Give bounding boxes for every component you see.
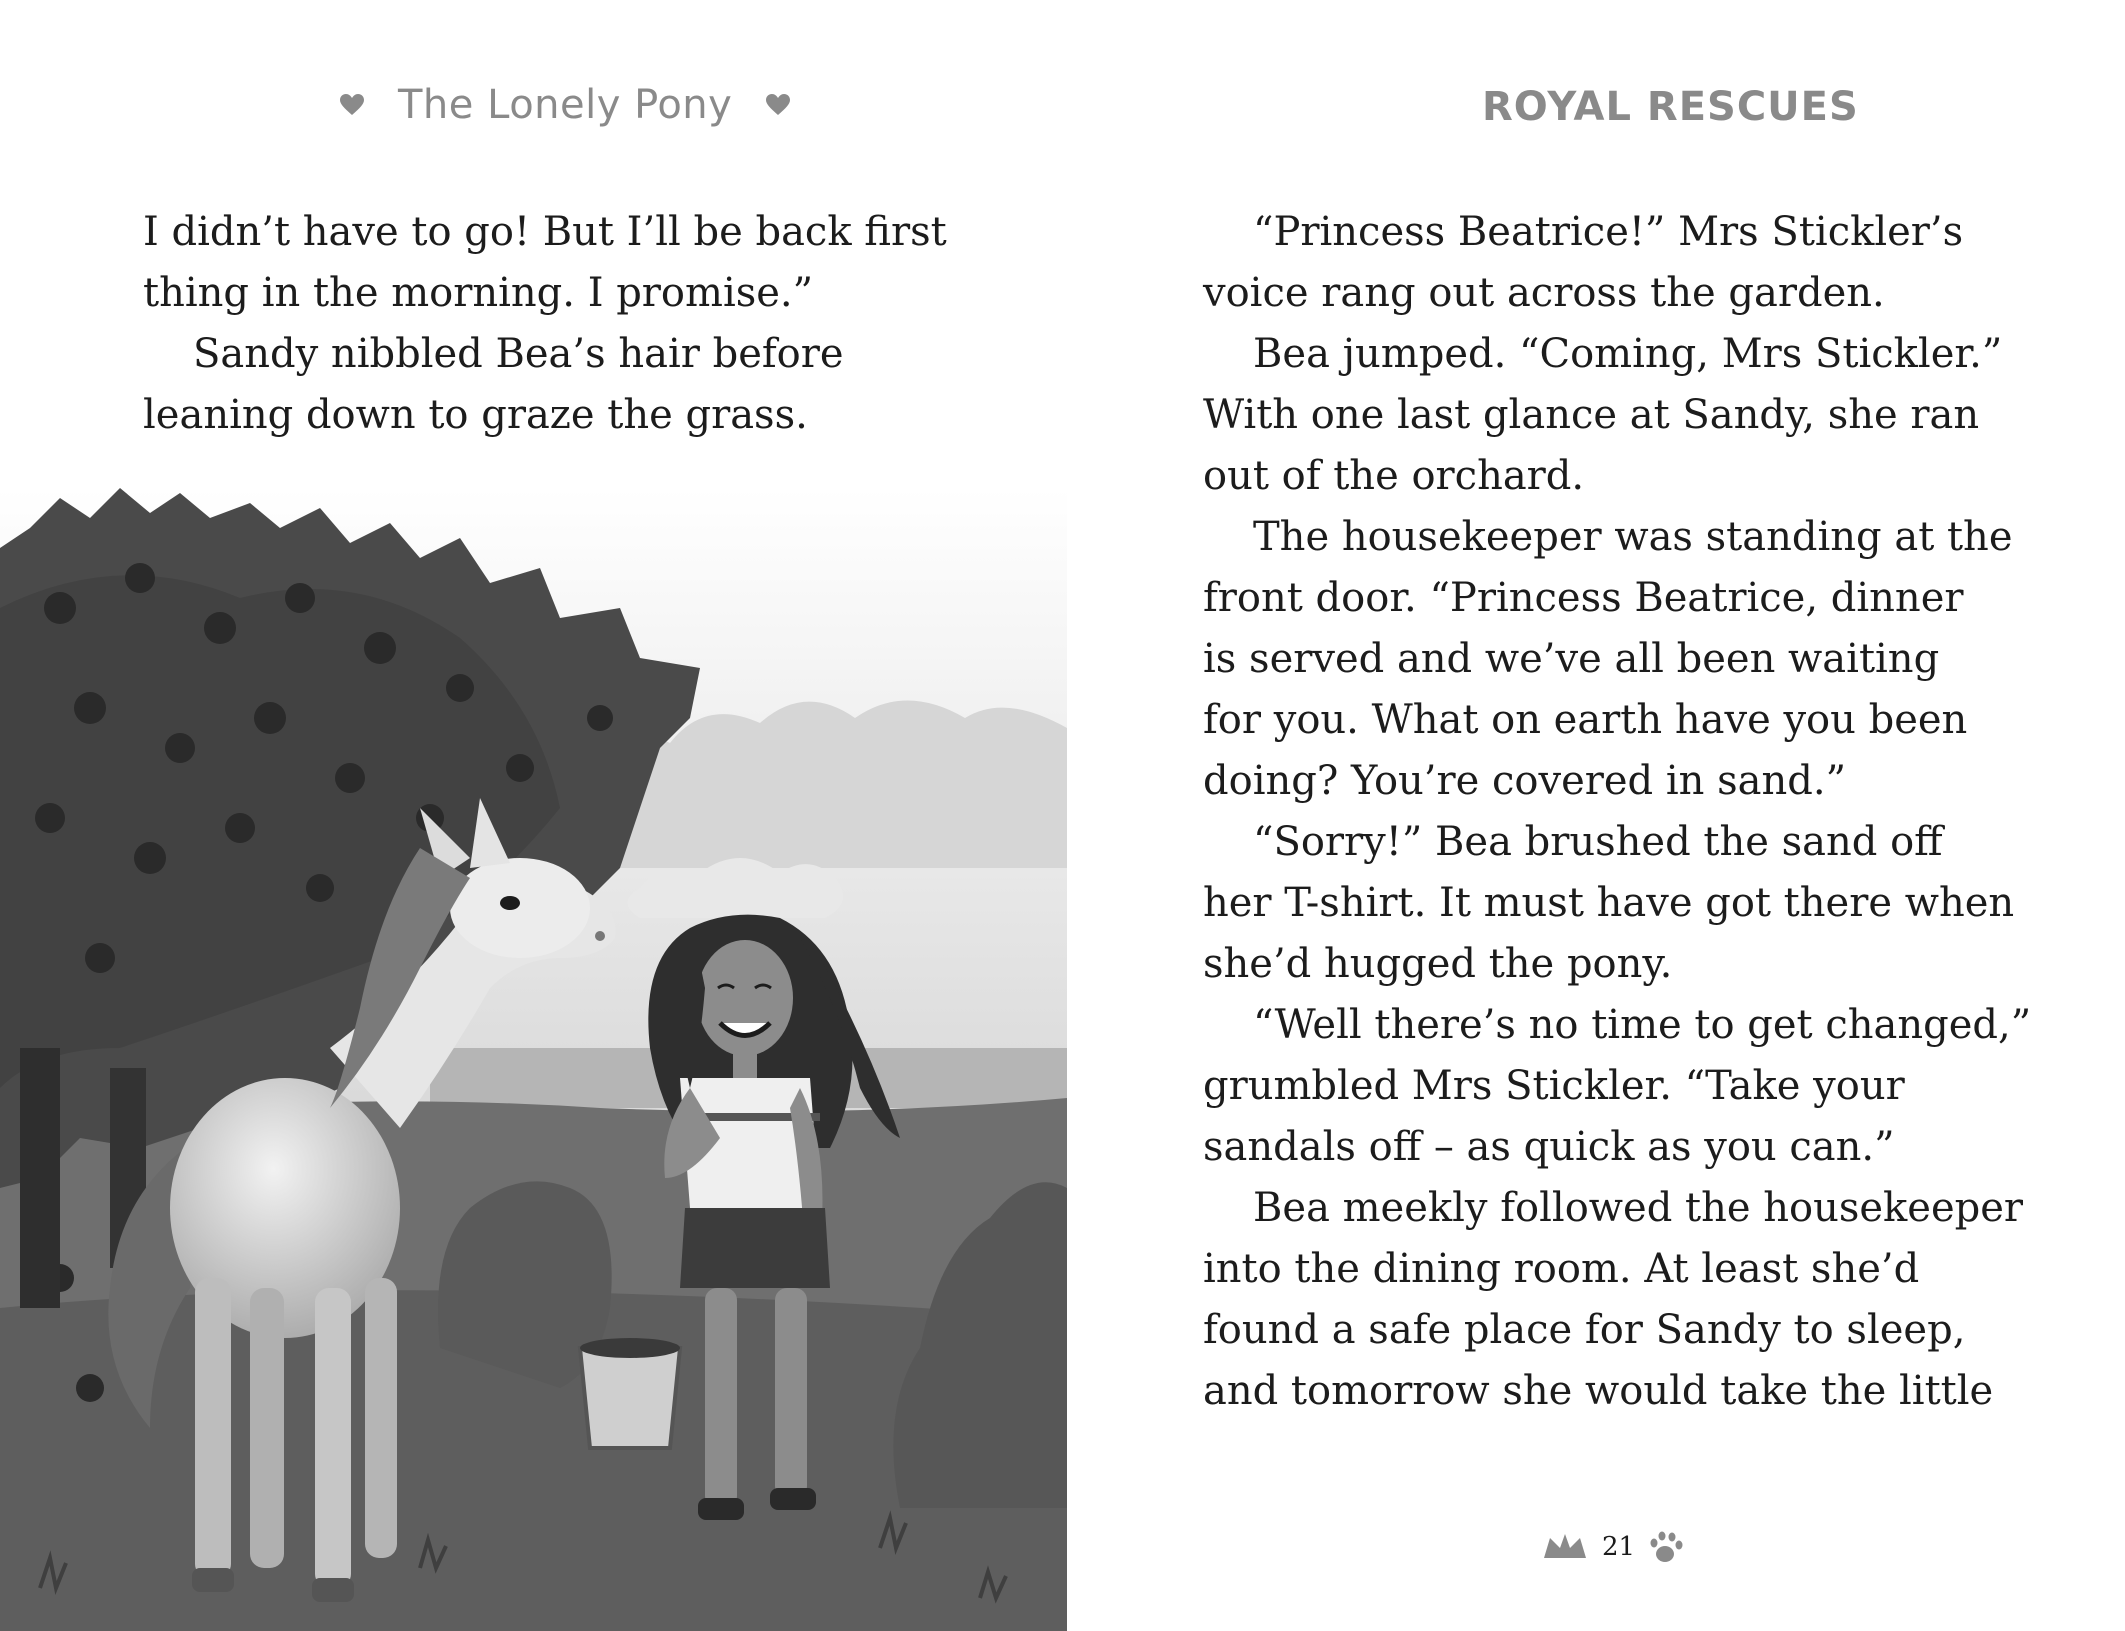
text-line: Bea meekly followed the housekeeper (1253, 1185, 2024, 1231)
text-line: voice rang out across the garden. (1203, 270, 1885, 316)
text-line: she’d hugged the pony. (1203, 941, 1673, 987)
left-body-text (143, 202, 947, 446)
text-line: out of the orchard. (1203, 453, 1585, 499)
text-line: for you. What on earth have you been (1203, 697, 1968, 743)
text-line: thing in the morning. I promise.” (143, 270, 814, 316)
text-line: found a safe place for Sandy to sleep, (1203, 1307, 1966, 1353)
heart-icon (766, 94, 790, 116)
text-line: With one last glance at Sandy, she ran (1203, 392, 1980, 438)
text-line: her T-shirt. It must have got there when (1203, 880, 2015, 926)
text-line: The housekeeper was standing at the (1253, 514, 2013, 560)
text-line: Sandy nibbled Bea’s hair before (193, 331, 844, 377)
right-body-text (1203, 202, 2031, 1422)
paw-print-icon (1649, 1530, 1685, 1564)
text-line: leaning down to graze the grass. (143, 392, 808, 438)
text-line: front door. “Princess Beatrice, dinner (1203, 575, 1964, 621)
story-illustration (0, 488, 1067, 1631)
text-line: and tomorrow she would take the little (1203, 1368, 1994, 1414)
crown-icon (1542, 1532, 1588, 1562)
text-line: grumbled Mrs Stickler. “Take your (1203, 1063, 1905, 1109)
bucket (580, 1338, 680, 1448)
running-head-left (340, 82, 790, 128)
text-line: into the dining room. At least she’d (1203, 1246, 1920, 1292)
text-line: “Sorry!” Bea brushed the sand off (1253, 819, 1943, 865)
tree-trunk (20, 1048, 60, 1308)
left-page (0, 0, 1062, 1631)
running-head-right: ROYAL RESCUES (1482, 84, 1859, 130)
text-line: sandals off – as quick as you can.” (1203, 1124, 1895, 1170)
text-line: doing? You’re covered in sand.” (1203, 758, 1847, 804)
text-line: “Princess Beatrice!” Mrs Stickler’s (1253, 209, 1964, 255)
text-line: “Well there’s no time to get changed,” (1253, 1002, 2032, 1048)
heart-icon (340, 94, 364, 116)
text-line: Bea jumped. “Coming, Mrs Stickler.” (1253, 331, 2003, 377)
text-line: is served and we’ve all been waiting (1203, 636, 1940, 682)
text-line: I didn’t have to go! But I’ll be back first (143, 209, 947, 255)
right-page (1062, 0, 2125, 1631)
page-number: 21 (1602, 1532, 1636, 1562)
page-footer (1542, 1530, 1685, 1564)
book-title: The Lonely Pony (398, 82, 733, 128)
